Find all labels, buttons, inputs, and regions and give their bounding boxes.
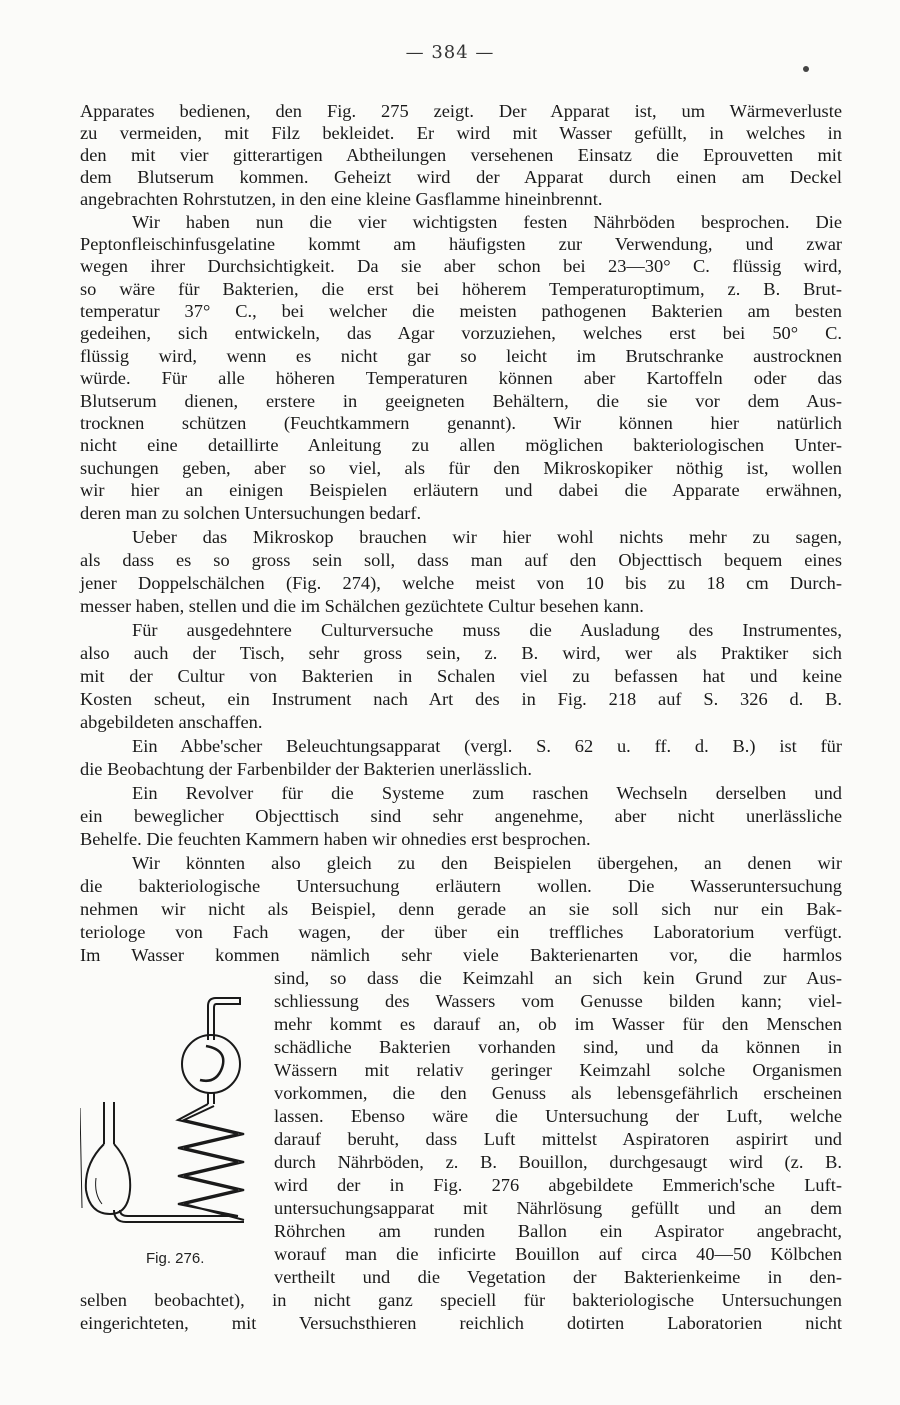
ballon-stem [208,1093,214,1104]
text-line: gedeihen, sich entwickeln, das Agar vorzuziehen, welches erst bei 50° C. [80,323,842,343]
text-line: suchungen geben, aber so viel, als für den Mikroskopiker nöthig ist, wollen [80,458,842,478]
text-line: lassen. Ebenso wäre die Untersuchung der Luft, welche [274,1106,842,1126]
text-line: wegen ihrer Durchsichtigkeit. Da sie aber schon bei 23—30° C. flüssig wird, [80,256,842,276]
text-line: Im Wasser kommen nämlich sehr viele Bakterienarten vor, die harmlos [80,945,842,965]
text-line: flüssig wird, wenn es nicht gar so leicht im Brutschranke austrocknen [80,346,842,366]
text-line: worauf man die inficirte Bouillon auf circa 40—50 Kölbchen [274,1244,842,1264]
text-line: Wir haben nun die vier wichtigsten festen Nährböden besprochen. Die [132,212,842,232]
text-line: Kosten scheut, ein Instrument nach Art des in Fig. 218 auf S. 326 d. B. [80,689,842,709]
figure-caption: Fig. 276. [146,1250,205,1267]
text-line: Für ausgedehntere Culturversuche muss die Ausladung des Instrumentes, [132,620,842,640]
text-line: messer haben, stellen und die im Schälchen gezüchtete Cultur besehen kann. [80,596,644,616]
text-line: Blutserum dienen, erstere in geeigneten Behältern, die sie vor dem Aus- [80,391,842,411]
text-line: untersuchungsapparat mit Nährlösung gefüllt und an dem [274,1198,842,1218]
text-line: deren man zu solchen Untersuchungen bedarf. [80,503,422,523]
text-line: mit der Cultur von Bakterien in Schalen viel zu befassen hat und keine [80,666,842,686]
flask-stand-mark [80,1108,82,1208]
bottom-tube [114,1210,244,1222]
text-line: schädliche Bakterien vorhanden sind, und da können in [274,1037,842,1057]
text-line: selben beobachtet), in nicht ganz speciell für bakteriologische Untersuchungen [80,1290,842,1310]
text-line: ein beweglicher Objecttisch sind sehr angenehme, aber nicht unerlässliche [80,806,842,826]
text-line: Ein Abbe'scher Beleuchtungsapparat (vergl. S. 62 u. ff. d. B.) ist für [132,736,842,756]
text-line: Ein Revolver für die Systeme zum raschen Wechseln derselben und [132,783,842,803]
text-line: als dass es so gross sein soll, dass man auf den Objecttisch bequem eines [80,550,842,570]
text-line: Wässern mit relativ geringer Keimzahl solche Organismen [274,1060,842,1080]
text-line: nehmen wir nicht als Beispiel, denn gerade an sie soll sich nur ein Bak- [80,899,842,919]
round-ballon [182,1035,240,1093]
text-line: trocknen schützen (Feuchtkammern genannt). Wir können hier natürlich [80,413,842,433]
apparatus-figure [80,982,280,1242]
text-line: vertheilt und die Vegetation der Bakterienkeime in den- [274,1267,842,1287]
text-line: wird der in Fig. 276 abgebildete Emmerich'sche Luft- [274,1175,842,1195]
text-line: jener Doppelschälchen (Fig. 274), welche meist von 10 bis zu 18 cm Durch- [80,573,842,593]
text-line: zu vermeiden, mit Filz bekleidet. Er wird mit Wasser gefüllt, in welches in [80,123,842,143]
text-line: abgebildeten anschaffen. [80,712,263,732]
text-line: eingerichteten, mit Versuchsthieren reichlich dotirten Laboratorien nicht [80,1313,842,1333]
text-line: so wäre für Bakterien, die erst bei höherem Temperaturoptimum, z. B. Brut- [80,279,842,299]
flask-neck [104,1102,114,1144]
page-number: — 384 — [405,42,495,63]
text-line: Wir könnten also gleich zu den Beispielen übergehen, an denen wir [132,853,842,873]
text-line: die bakteriologische Untersuchung erläutern wollen. Die Wasseruntersuchung [80,876,842,896]
text-line: schliessung des Wassers vom Genusse bilden kann; viel- [274,991,842,1011]
ink-speck [803,66,809,72]
text-line: Behelfe. Die feuchten Kammern haben wir ohnedies erst besprochen. [80,829,591,849]
text-line: Röhrchen am runden Ballon ein Aspirator angebracht, [274,1221,842,1241]
ballon-inner-tube [200,1046,223,1081]
text-line: Apparates bedienen, den Fig. 275 zeigt. Der Apparat ist, um Wärmeverluste [80,101,842,121]
text-line: durch Nährböden, z. B. Bouillon, durchgesaugt wird (z. B. [274,1152,842,1172]
text-line: den mit vier gitterartigen Abtheilungen versehenen Einsatz die Eprouvetten mit [80,145,842,165]
flask-bulb [86,1144,130,1214]
flask-highlight [96,1178,102,1204]
text-line: also auch der Tisch, sehr gross sein, z. B. wird, wer als Praktiker sich [80,643,842,663]
text-line: sind, so dass die Keimzahl an sich kein Grund zur Aus- [274,968,842,988]
text-line: wir hier an einigen Beispielen erläutern und dabei die Apparate erwähnen, [80,480,842,500]
text-line: die Beobachtung der Farbenbilder der Bakterien unerlässlich. [80,759,532,779]
text-line: Peptonfleischinfusgelatine kommt am häufigsten zur Verwendung, und zwar [80,234,842,254]
text-line: temperatur 37° C., bei welcher die meisten pathogenen Bakterien am besten [80,301,842,321]
text-line: Ueber das Mikroskop brauchen wir hier wohl nichts mehr zu sagen, [132,527,842,547]
text-line: darauf beruht, dass Luft mittelst Aspiratoren aspirirt und [274,1129,842,1149]
text-line: dem Blutserum kommen. Geheizt wird der Apparat durch einen am Deckel [80,167,842,187]
text-line: würde. Für alle höheren Temperaturen können aber Kartoffeln oder das [80,368,842,388]
top-tube [208,998,240,1040]
text-line: teriologe von Fach wagen, der über ein treffliches Laboratorium verfügt. [80,922,842,942]
text-line: nicht eine detaillirte Anleitung zu allen möglichen bakteriologischen Unter- [80,435,842,455]
text-line: angebrachten Rohrstutzen, in den eine kleine Gasflamme hineinbrennt. [80,189,603,209]
text-line: mehr kommt es darauf an, ob im Wasser für den Menschen [274,1014,842,1034]
text-line: vorkommen, die den Genuss als lebensgefährlich erscheinen [274,1083,842,1103]
spiral-coil [178,1104,244,1220]
